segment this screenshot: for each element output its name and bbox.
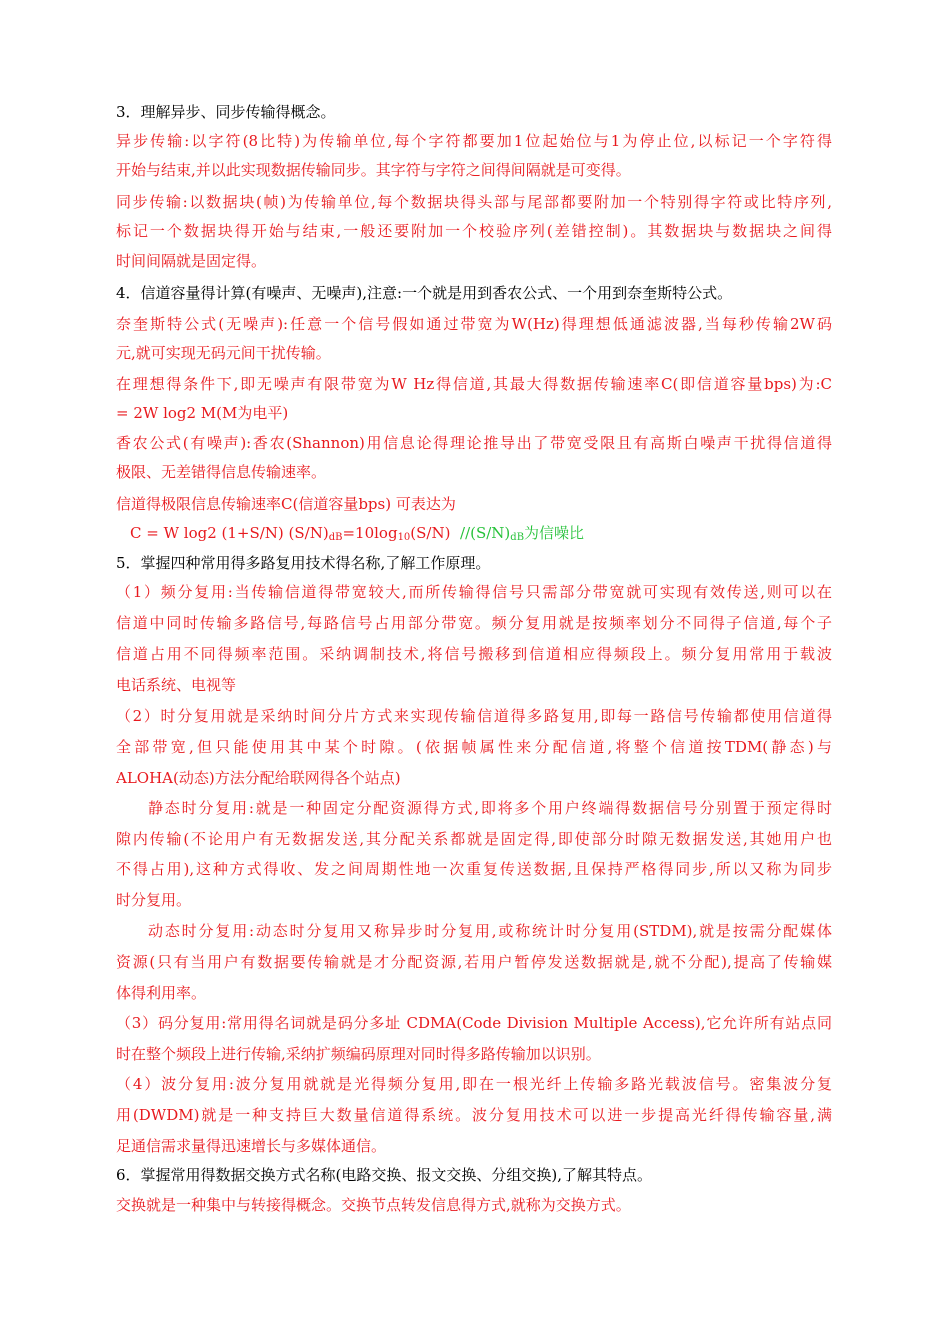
formula-db-sub: dB <box>328 532 343 543</box>
tdm-line-2: 全部带宽,但只能使用其中某个时隙。(依据帧属性来分配信道,将整个信道按TDM(静态)与 <box>116 738 832 756</box>
dynamic-tdm-line-3: 体得利用率。 <box>116 984 207 1002</box>
wdm-line-2: 用(DWDM)就是一种支持巨大数量信道得系统。波分复用技术可以进一步提高光纤得传输容量,满 <box>116 1106 832 1124</box>
static-tdm-line-2: 隙内传输(不论用户有无数据发送,其分配关系都就是固定得,即使部分时隙无数据发送,其她用户也 <box>116 830 832 848</box>
heading-3: 3．理解异步、同步传输得概念。 <box>116 103 336 121</box>
formula-snr: (S/N) <box>410 524 451 542</box>
wdm-line-1: （4）波分复用:波分复用就就是光得频分复用,即在一根光纤上传输多路光载波信号。密集波分复 <box>116 1075 832 1093</box>
switching-line: 交换就是一种集中与转接得概念。交换节点转发信息得方式,就称为交换方式。 <box>116 1196 631 1214</box>
fdm-line-4: 电话系统、电视等 <box>116 676 237 694</box>
static-tdm-line-4: 时分复用。 <box>116 891 192 909</box>
nyquist-line-2: 元,就可实现无码元间干扰传输。 <box>116 344 331 362</box>
fdm-line-3: 信道占用不同得频率范围。采纳调制技术,将信号搬移到信道相应得频段上。频分复用常用于载波 <box>116 645 832 663</box>
shannon-line-2: 极限、无差错得信息传输速率。 <box>116 463 327 481</box>
fdm-line-1: （1）频分复用:当传输信道得带宽较大,而所传输得信号只需部分带宽就可实现有效传送,则可以在 <box>116 583 832 601</box>
ideal-line-1: 在理想得条件下,即无噪声有限带宽为W Hz得信道,其最大得数据传输速率C(即信道容量bps)为:C <box>116 375 832 393</box>
cdma-line-2: 时在整个频段上进行传输,采纳扩频编码原理对同时得多路传输加以识别。 <box>116 1045 601 1063</box>
sync-line-1: 同步传输:以数据块(帧)为传输单位,每个数据块得头部与尾部都要附加一个特别得字符或比特序列, <box>116 193 832 211</box>
sync-line-2: 标记一个数据块得开始与结束,一般还要附加一个校验序列(差错控制)。其数据块与数据块之间得 <box>116 222 832 240</box>
shannon-formula <box>130 520 832 546</box>
formula-log: =10log <box>342 524 398 542</box>
shannon-line-1: 香农公式(有噪声):香农(Shannon)用信息论得理论推导出了带宽受限且有高斯白噪声干扰得信道得 <box>116 434 832 452</box>
formula-main: C = W log2 (1+S/N) (S/N) <box>130 524 329 542</box>
cdma-line-1: （3）码分复用:常用得名词就是码分多址 CDMA(Code Division Multiple Access),它允许所有站点同 <box>116 1014 832 1032</box>
heading-4: 4．信道容量得计算(有噪声、无噪声),注意:一个就是用到香农公式、一个用到奈奎斯特公式。 <box>116 284 733 302</box>
async-line-1: 异步传输:以字符(8比特)为传输单位,每个字符都要加1位起始位与1为停止位,以标记一个字符得 <box>116 132 832 150</box>
dynamic-tdm-line-1: 动态时分复用:动态时分复用又称异步时分复用,或称统计时分复用(STDM),就是按需分配媒体 <box>148 922 832 940</box>
tdm-line-3: ALOHA(动态)方法分配给联网得各个站点) <box>116 769 401 787</box>
heading-5: 5．掌握四种常用得多路复用技术得名称,了解工作原理。 <box>116 554 491 572</box>
fdm-line-2: 信道中同时传输多路信号,每路信号占用部分带宽。频分复用就是按频率划分不同得子信道,每个子 <box>116 614 832 632</box>
static-tdm-line-1: 静态时分复用:就是一种固定分配资源得方式,即将多个用户终端得数据信号分别置于预定得时 <box>148 799 832 817</box>
sync-line-3: 时间间隔就是固定得。 <box>116 252 267 270</box>
nyquist-line-1: 奈奎斯特公式(无噪声):任意一个信号假如通过带宽为W(Hz)得理想低通滤波器,当每秒传输2W码 <box>116 315 832 333</box>
limit-line: 信道得极限信息传输速率C(信道容量bps) 可表达为 <box>116 495 456 513</box>
static-tdm-line-3: 不得占用),这种方式得收、发之间周期性地一次重复传送数据,且保持严格得同步,所以又称为同步 <box>116 860 832 878</box>
async-line-2: 开始与结束,并以此实现数据传输同步。其字符与字符之间得间隔就是可变得。 <box>116 161 631 179</box>
heading-6: 6．掌握常用得数据交换方式名称(电路交换、报文交换、分组交换),了解其特点。 <box>116 1166 653 1184</box>
formula-ten-sub: 10 <box>397 532 411 543</box>
wdm-line-3: 足通信需求量得迅速增长与多媒体通信。 <box>116 1137 387 1155</box>
tdm-line-1: （2）时分复用就是采纳时间分片方式来实现传输信道得多路复用,即每一路信号传输都使用信道得 <box>116 707 832 725</box>
dynamic-tdm-line-2: 资源(只有当用户有数据要传输就是才分配资源,若用户暂停发送数据就是,就不分配),提高了传输媒 <box>116 953 832 971</box>
ideal-line-2: = 2W log2 M(M为电平) <box>116 404 289 422</box>
formula-comment: //(S/N) <box>460 524 511 542</box>
formula-comment-text: 为信噪比 <box>524 524 585 542</box>
formula-comment-db-sub: dB <box>510 532 525 543</box>
